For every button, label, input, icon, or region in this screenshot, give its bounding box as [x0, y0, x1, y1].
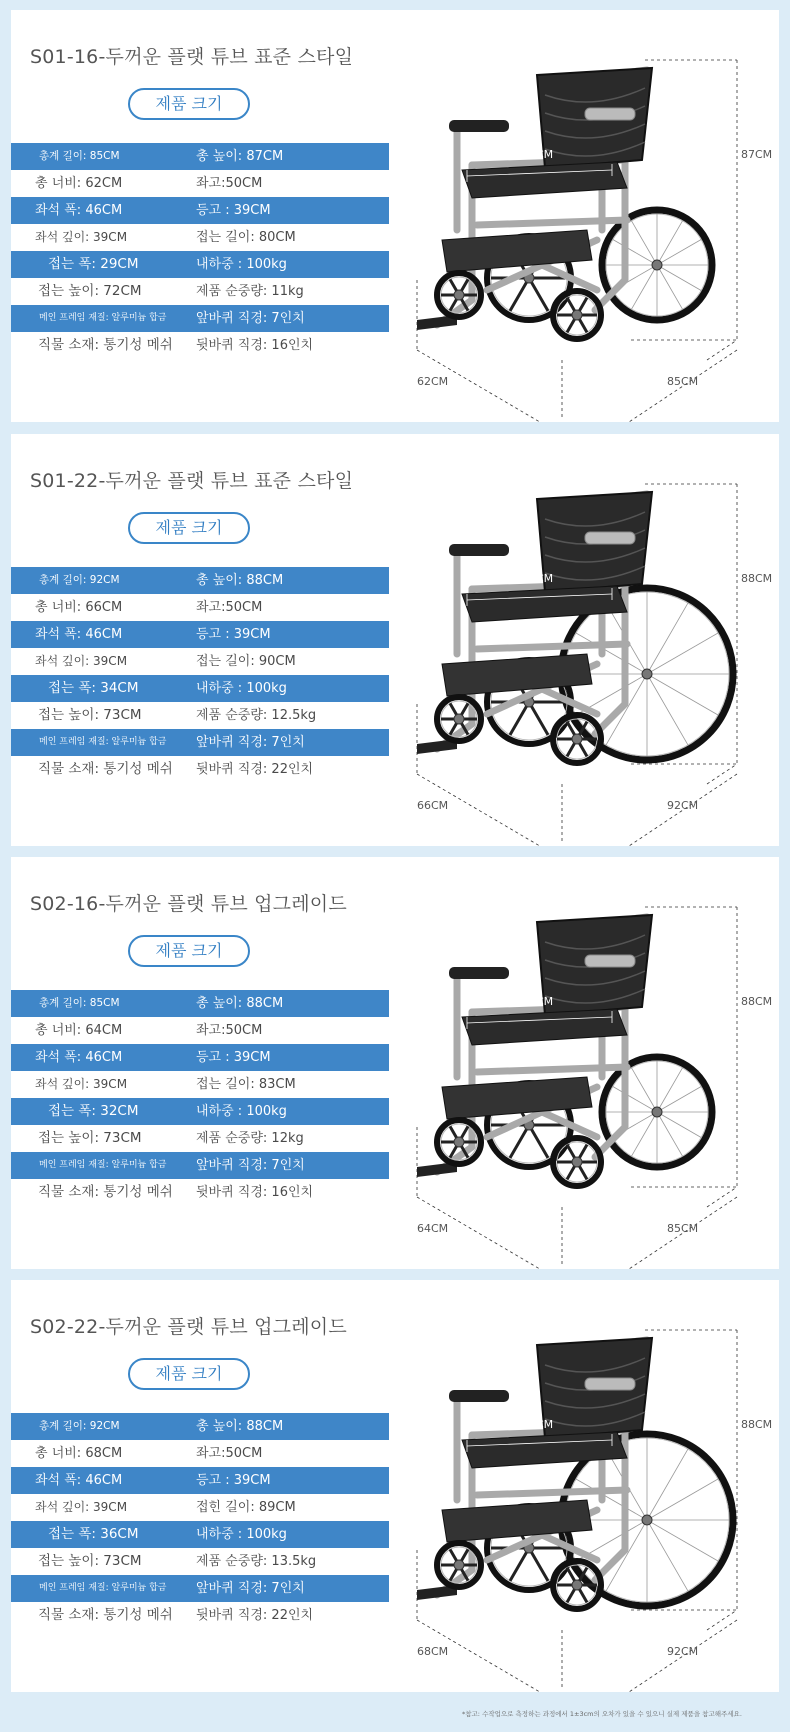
- spec-row: [11, 1098, 389, 1125]
- spec-table: [11, 1413, 389, 1629]
- spec-left: 직물 소재: 통기성 메쉬: [38, 1607, 173, 1623]
- spec-row: [11, 143, 389, 170]
- dimension-label: 62CM: [417, 375, 449, 388]
- dimension-label: 87CM: [741, 148, 773, 161]
- wheelchair-illustration: [417, 60, 737, 422]
- dimension-label: 88CM: [741, 572, 773, 585]
- spec-right: 좌고:50CM: [196, 1446, 263, 1461]
- product-panel: [11, 10, 779, 422]
- spec-right: 총 높이: 88CM: [196, 573, 284, 588]
- spec-row: [11, 278, 389, 305]
- spec-right: 앞바퀴 직경: 7인치: [196, 311, 305, 326]
- spec-left: 직물 소재: 통기성 메쉬: [38, 1184, 173, 1200]
- spec-right: 등고 : 39CM: [196, 203, 271, 218]
- spec-left: 좌석 폭: 46CM: [35, 1050, 123, 1065]
- spec-row: [11, 1521, 389, 1548]
- spec-right: 총 높이: 88CM: [196, 1419, 284, 1434]
- spec-left: 좌석 깊이: 39CM: [35, 1077, 128, 1091]
- right-armrest: [585, 955, 635, 967]
- spec-right: 총 높이: 88CM: [196, 996, 284, 1011]
- spec-right: 등고 : 39CM: [196, 627, 271, 642]
- model-title: S02-16-두꺼운 플랫 튜브 업그레이드: [30, 893, 347, 915]
- spec-right: 뒷바퀴 직경: 22인치: [196, 762, 314, 777]
- spec-right: 앞바퀴 직경: 7인치: [196, 1158, 305, 1173]
- product-panel: [11, 1280, 779, 1692]
- spec-row: [11, 621, 389, 648]
- dimension-label: 88CM: [741, 995, 773, 1008]
- spec-row: [11, 305, 389, 332]
- dimension-label: 68CM: [417, 1645, 449, 1658]
- spec-left: 총 너비: 62CM: [35, 176, 123, 191]
- spec-row: [11, 675, 389, 702]
- spec-table: [11, 143, 389, 359]
- spec-right: 좌고:50CM: [196, 1023, 263, 1038]
- spec-left: 좌석 폭: 46CM: [35, 627, 123, 642]
- spec-right: 등고 : 39CM: [196, 1473, 271, 1488]
- spec-row: [11, 224, 389, 251]
- spec-row: [11, 1179, 389, 1206]
- wheelchair-illustration: [417, 484, 737, 846]
- spec-row: [11, 1575, 389, 1602]
- product-panel: [11, 857, 779, 1269]
- front-caster-right: [553, 291, 601, 339]
- right-armrest: [585, 1378, 635, 1390]
- spec-left: 직물 소재: 통기성 메쉬: [38, 337, 173, 353]
- spec-left: 메인 프레임 재질: 알루미늄 합금: [39, 737, 167, 747]
- rear-wheel: [602, 210, 712, 320]
- spec-right: 내하중 : 100kg: [196, 1104, 287, 1119]
- spec-right: 총 높이: 87CM: [196, 149, 284, 164]
- spec-row: [11, 1071, 389, 1098]
- spec-row: [11, 1125, 389, 1152]
- spec-left: 총계 길이: 85CM: [39, 150, 120, 162]
- spec-left: 총 너비: 68CM: [35, 1446, 123, 1461]
- spec-left: 접는 폭: 34CM: [48, 680, 139, 696]
- dimension-label: 85CM: [667, 375, 699, 388]
- left-armrest: [449, 544, 509, 556]
- spec-left: 접는 높이: 73CM: [38, 1130, 142, 1146]
- spec-right: 제품 순중량: 12kg: [196, 1131, 304, 1146]
- spec-row: [11, 197, 389, 224]
- spec-left: 좌석 폭: 46CM: [35, 203, 123, 218]
- spec-left: 메인 프레임 재질: 알루미늄 합금: [39, 313, 167, 323]
- product-panel: [11, 434, 779, 846]
- dimension-label: 46CM: [522, 572, 554, 585]
- spec-left: 메인 프레임 재질: 알루미늄 합금: [39, 1583, 167, 1593]
- spec-right: 뒷바퀴 직경: 16인치: [196, 338, 314, 353]
- spec-row: [11, 1548, 389, 1575]
- dimension-label: 46CM: [522, 148, 554, 161]
- right-armrest: [585, 108, 635, 120]
- product-size-button[interactable]: 제품 크기: [128, 935, 250, 967]
- spec-row: [11, 1494, 389, 1521]
- spec-row: [11, 990, 389, 1017]
- wheelchair-drawing: [395, 434, 779, 846]
- spec-left: 총계 길이: 92CM: [39, 574, 120, 586]
- wheelchair-drawing: [395, 10, 779, 422]
- dimension-label: 66CM: [417, 799, 449, 812]
- product-size-button[interactable]: 제품 크기: [128, 1358, 250, 1390]
- spec-row: [11, 170, 389, 197]
- dimension-label: 64CM: [417, 1222, 449, 1235]
- spec-row: [11, 702, 389, 729]
- spec-left: 총 너비: 64CM: [35, 1023, 123, 1038]
- wheelchair-drawing: [395, 1280, 779, 1692]
- spec-left: 총계 길이: 92CM: [39, 1420, 120, 1432]
- wheelchair-illustration: [417, 907, 737, 1269]
- spec-left: 좌석 깊이: 39CM: [35, 1500, 128, 1514]
- spec-row: [11, 1413, 389, 1440]
- left-armrest: [449, 1390, 509, 1402]
- spec-right: 뒷바퀴 직경: 22인치: [196, 1608, 314, 1623]
- wheelchair-image: [395, 1280, 779, 1692]
- spec-right: 등고 : 39CM: [196, 1050, 271, 1065]
- spec-row: [11, 332, 389, 359]
- left-armrest: [449, 967, 509, 979]
- front-caster-right: [553, 1138, 601, 1186]
- wheelchair-drawing: [395, 857, 779, 1269]
- spec-right: 제품 순중량: 11kg: [196, 284, 304, 299]
- wheelchair-illustration: [417, 1330, 737, 1692]
- spec-left: 접는 폭: 32CM: [48, 1103, 139, 1119]
- spec-right: 접는 길이: 83CM: [196, 1077, 296, 1092]
- dimension-label: 92CM: [667, 1645, 699, 1658]
- left-armrest: [449, 120, 509, 132]
- right-armrest: [585, 532, 635, 544]
- dimension-label: 85CM: [667, 1222, 699, 1235]
- spec-left: 좌석 폭: 46CM: [35, 1473, 123, 1488]
- spec-row: [11, 567, 389, 594]
- spec-left: 메인 프레임 재질: 알루미늄 합금: [39, 1160, 167, 1170]
- spec-right: 접는 길이: 80CM: [196, 230, 296, 245]
- measurement-note: *참고: 수작업으로 측정하는 과정에서 1±3cm의 오차가 있을 수 있으니 실제 제품을 참고해주세요.: [462, 1710, 742, 1718]
- model-title: S01-16-두꺼운 플랫 튜브 표준 스타일: [30, 46, 354, 68]
- spec-left: 직물 소재: 통기성 메쉬: [38, 761, 173, 777]
- spec-row: [11, 1440, 389, 1467]
- spec-right: 내하중 : 100kg: [196, 1527, 287, 1542]
- model-title: S02-22-두꺼운 플랫 튜브 업그레이드: [30, 1316, 347, 1338]
- spec-row: [11, 756, 389, 783]
- spec-right: 내하중 : 100kg: [196, 681, 287, 696]
- spec-row: [11, 1017, 389, 1044]
- spec-left: 좌석 깊이: 39CM: [35, 654, 128, 668]
- spec-table: [11, 990, 389, 1206]
- rear-wheel: [602, 1057, 712, 1167]
- spec-right: 내하중 : 100kg: [196, 257, 287, 272]
- product-size-button[interactable]: 제품 크기: [128, 88, 250, 120]
- spec-row: [11, 729, 389, 756]
- model-title: S01-22-두꺼운 플랫 튜브 표준 스타일: [30, 470, 354, 492]
- spec-left: 총 너비: 66CM: [35, 600, 123, 615]
- spec-left: 접는 높이: 73CM: [38, 707, 142, 723]
- dimension-label: 46CM: [522, 1418, 554, 1431]
- dimension-label: 88CM: [741, 1418, 773, 1431]
- spec-left: 접는 폭: 36CM: [48, 1526, 139, 1542]
- spec-row: [11, 648, 389, 675]
- spec-right: 접힌 길이: 89CM: [196, 1500, 296, 1515]
- spec-left: 좌석 깊이: 39CM: [35, 230, 128, 244]
- dimension-label: 92CM: [667, 799, 699, 812]
- wheelchair-image: [395, 857, 779, 1269]
- spec-row: [11, 1152, 389, 1179]
- spec-row: [11, 1602, 389, 1629]
- spec-right: 좌고:50CM: [196, 600, 263, 615]
- spec-left: 접는 높이: 73CM: [38, 1553, 142, 1569]
- spec-left: 접는 폭: 29CM: [48, 256, 139, 272]
- spec-right: 앞바퀴 직경: 7인치: [196, 735, 305, 750]
- wheelchair-image: [395, 434, 779, 846]
- dimension-label: 46CM: [522, 995, 554, 1008]
- spec-row: [11, 251, 389, 278]
- spec-left: 총계 길이: 85CM: [39, 997, 120, 1009]
- spec-right: 앞바퀴 직경: 7인치: [196, 1581, 305, 1596]
- spec-left: 접는 높이: 72CM: [38, 283, 142, 299]
- spec-table: [11, 567, 389, 783]
- wheelchair-image: [395, 10, 779, 422]
- spec-right: 제품 순중량: 12.5kg: [196, 708, 317, 723]
- spec-right: 좌고:50CM: [196, 176, 263, 191]
- spec-row: [11, 594, 389, 621]
- spec-row: [11, 1044, 389, 1071]
- spec-row: [11, 1467, 389, 1494]
- spec-right: 제품 순중량: 13.5kg: [196, 1554, 317, 1569]
- product-size-button[interactable]: 제품 크기: [128, 512, 250, 544]
- spec-right: 뒷바퀴 직경: 16인치: [196, 1185, 314, 1200]
- spec-right: 접는 길이: 90CM: [196, 654, 296, 669]
